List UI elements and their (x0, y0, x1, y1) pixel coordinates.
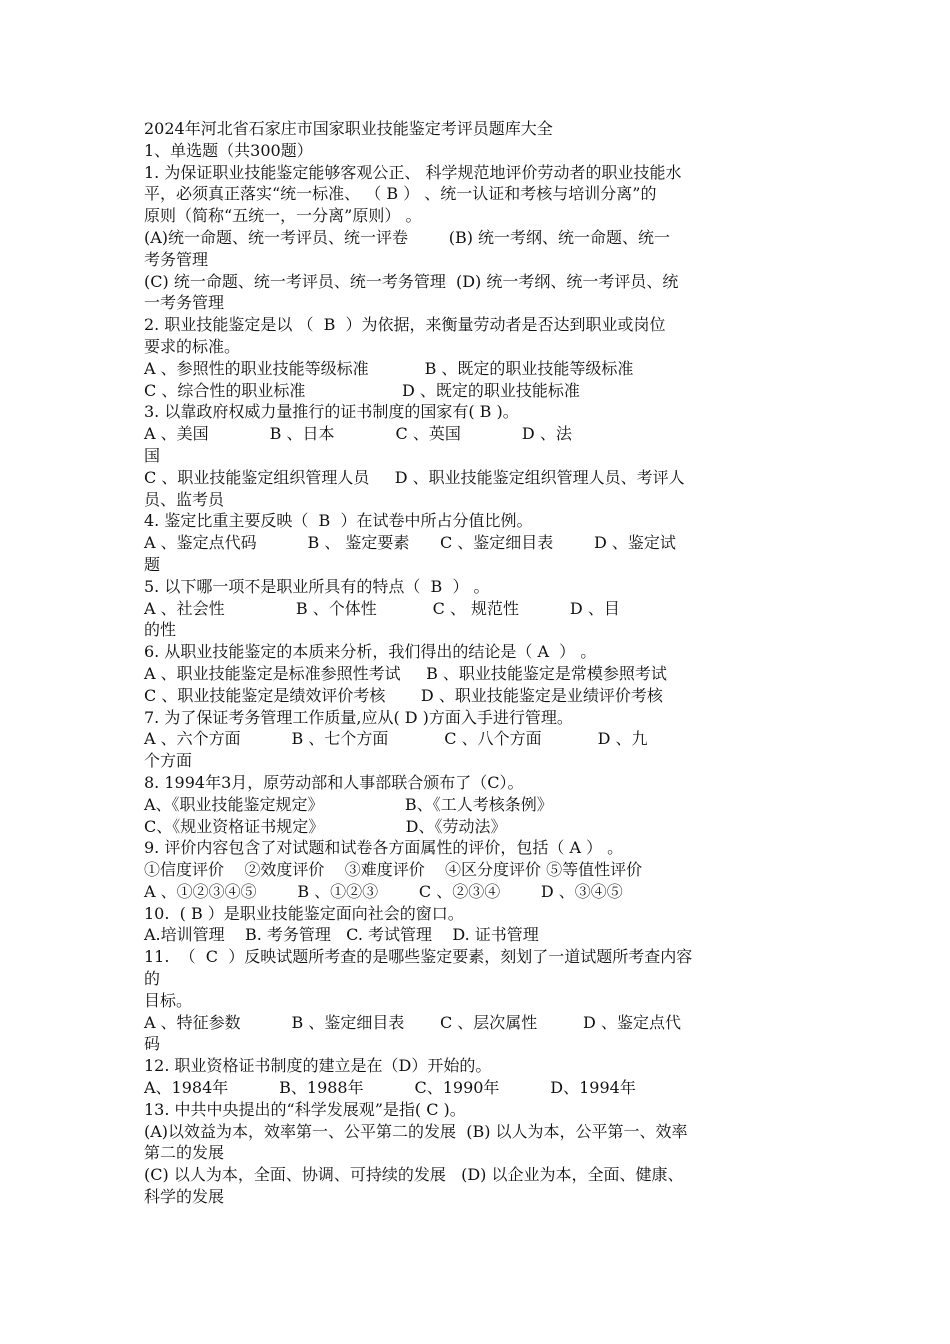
text-line: 12. 职业资格证书制度的建立是在（D）开始的。 (144, 1056, 492, 1076)
text-line: 个方面 (144, 751, 193, 771)
text-line: 考务管理 (144, 249, 209, 269)
text-line: (C) 统一命题、统一考评员、统一考务管理 (D) 统一考纲、统一考评员、统 (144, 271, 679, 291)
text-line: A、《职业技能鉴定规定》 B、《工人考核条例》 (144, 794, 553, 814)
text-line: A、1984年 B、1988年 C、1990年 D、1994年 (144, 1078, 636, 1098)
text-line: A 、①②③④⑤ B 、①②③ C 、②③④ D 、③④⑤ (144, 881, 623, 901)
text-line: 国 (144, 445, 161, 465)
text-line: (A)以效益为本，效率第一、公平第二的发展 (B) 以人为本，公平第一、效率 (144, 1121, 688, 1141)
text-line: 目标。 (144, 990, 193, 1010)
document-page (144, 118, 812, 1208)
text-line: A 、特征参数 B 、鉴定细目表 C 、层次属性 D 、鉴定点代 (144, 1012, 681, 1032)
text-line: 平，必须真正落实“统一标准、 （ B ） 、统一认证和考核与培训分离”的 (144, 184, 657, 204)
text-line: A 、六个方面 B 、七个方面 C 、八个方面 D 、九 (144, 729, 648, 749)
section-heading: 1、单选题（共300题） (144, 140, 313, 160)
text-line: A 、美国 B 、日本 C 、英国 D 、法 (144, 424, 572, 444)
text-line: 3. 以靠政府权威力量推行的证书制度的国家有( B )。 (144, 402, 519, 422)
text-line: 9. 评价内容包含了对试题和试卷各方面属性的评价，包括（ A ） 。 (144, 838, 624, 858)
text-line: C 、职业技能鉴定组织管理人员 D 、职业技能鉴定组织管理人员、考评人 (144, 467, 685, 487)
text-line: 10. ( B ）是职业技能鉴定面向社会的窗口。 (144, 903, 464, 923)
text-line: 7. 为了保证考务管理工作质量,应从( D )方面入手进行管理。 (144, 707, 573, 727)
text-line: 1. 为保证职业技能鉴定能够客观公正、 科学规范地评价劳动者的职业技能水 (144, 162, 682, 182)
text-line: 一考务管理 (144, 293, 225, 313)
text-line: 科学的发展 (144, 1187, 225, 1207)
text-line: C、《规业资格证书规定》 D、《劳动法》 (144, 816, 507, 836)
text-line: ①信度评价 ②效度评价 ③难度评价 ④区分度评价 ⑤等值性评价 (144, 860, 643, 880)
text-line: 员、监考员 (144, 489, 225, 509)
text-line: 码 (144, 1034, 161, 1054)
text-line: 4. 鉴定比重主要反映（ B ）在试卷中所占分值比例。 (144, 511, 533, 531)
text-line: (A)统一命题、统一考评员、统一评卷 (B) 统一考纲、统一命题、统一 (144, 227, 671, 247)
text-line: A 、职业技能鉴定是标准参照性考试 B 、职业技能鉴定是常模参照考试 (144, 663, 667, 683)
text-line: 的性 (144, 620, 177, 640)
text-line: 6. 从职业技能鉴定的本质来分析，我们得出的结论是（ A ） 。 (144, 642, 597, 662)
text-line: 2. 职业技能鉴定是以 （ B ）为依据，来衡量劳动者是否达到职业或岗位 (144, 315, 666, 335)
text-line: C 、综合性的职业标准 D 、既定的职业技能标准 (144, 380, 580, 400)
text-line: 题 (144, 554, 161, 574)
text-line: A 、鉴定点代码 B 、 鉴定要素 C 、鉴定细目表 D 、鉴定试 (144, 533, 676, 553)
text-line: 的 (144, 969, 161, 989)
text-line: A.培训管理 B. 考务管理 C. 考试管理 D. 证书管理 (144, 925, 539, 945)
text-line: A 、参照性的职业技能等级标准 B 、既定的职业技能等级标准 (144, 358, 634, 378)
text-line: 8. 1994年3月，原劳动部和人事部联合颁布了（C）。 (144, 772, 524, 792)
text-line: 原则（简称“五统一，一分离”原则） 。 (144, 206, 422, 226)
text-line: 11. （ C ）反映试题所考查的是哪些鉴定要素，刻划了一道试题所考查内容 (144, 947, 693, 967)
text-line: C 、职业技能鉴定是绩效评价考核 D 、职业技能鉴定是业绩评价考核 (144, 685, 663, 705)
text-line: (C) 以人为本，全面、协调、可持续的发展 (D) 以企业为本，全面、健康、 (144, 1165, 684, 1185)
document-title: 2024年河北省石家庄市国家职业技能鉴定考评员题库大全 (144, 119, 553, 138)
text-line: 5. 以下哪一项不是职业所具有的特点（ B ） 。 (144, 576, 490, 596)
text-line: A 、社会性 B 、个体性 C 、 规范性 D 、目 (144, 598, 620, 618)
text-line: 第二的发展 (144, 1143, 225, 1163)
text-line: 要求的标准。 (144, 336, 241, 356)
text-line: 13. 中共中央提出的“科学发展观”是指( C )。 (144, 1099, 466, 1119)
